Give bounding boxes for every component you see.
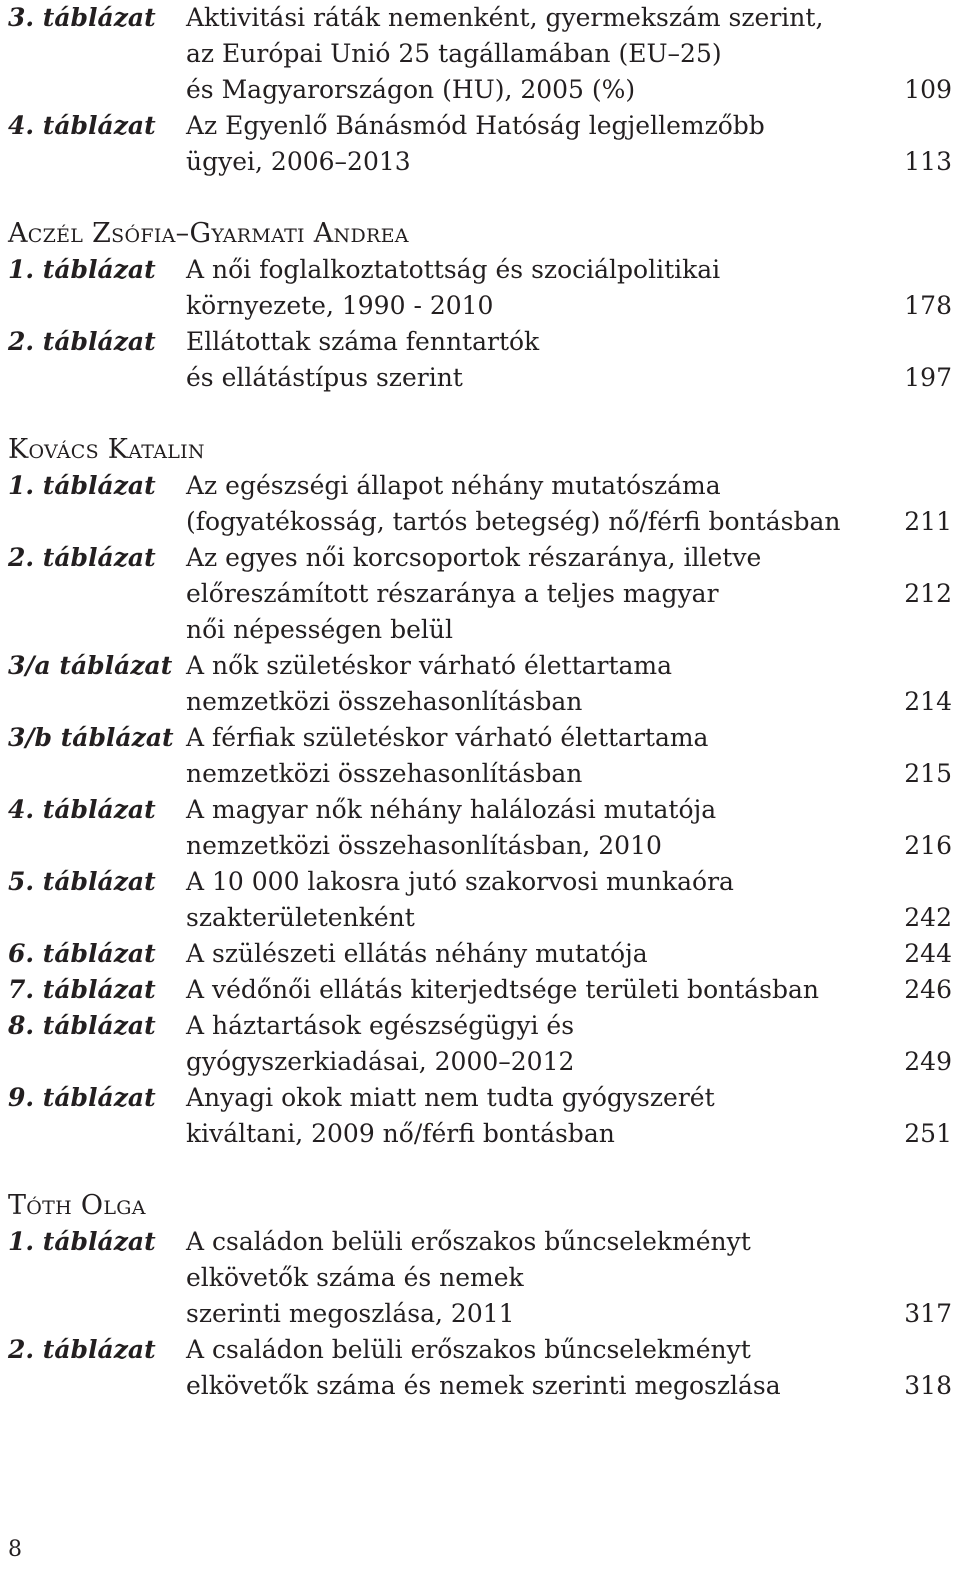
entry-line (186, 108, 952, 144)
entry-lines (186, 252, 952, 324)
page-number: 8 (8, 1537, 22, 1562)
author-section (8, 0, 952, 180)
entry-line (186, 360, 952, 396)
table-entry (8, 1224, 952, 1332)
entry-title-text: női népességen belül (186, 615, 453, 644)
entry-line (186, 1296, 952, 1332)
entry-title-text: Az Egyenlő Bánásmód Hatóság legjellemzőbb (186, 111, 765, 140)
page-ref: 216 (904, 831, 952, 860)
entry-title-text: előreszámított részaránya a teljes magyar (186, 579, 719, 608)
entry-title-text: Az egyes női korcsoportok részaránya, illetve (186, 543, 762, 572)
page-ref: 214 (904, 687, 952, 716)
entry-line (186, 504, 952, 540)
author-heading: Aczél Zsófia–Gyarmati Andrea (8, 218, 409, 249)
entry-line (186, 1260, 952, 1296)
entry-lines (186, 720, 952, 792)
page-ref: 109 (904, 75, 952, 104)
entry-lines (186, 792, 952, 864)
author-section (8, 432, 952, 1152)
table-label: 3/b táblázat (8, 723, 174, 752)
author-heading: Kovács Katalin (8, 434, 205, 465)
table-label: 7. táblázat (8, 975, 156, 1004)
page-ref: 215 (904, 759, 952, 788)
entry-line (186, 792, 952, 828)
table-list (8, 0, 952, 1404)
entry-line (186, 1116, 952, 1152)
page-ref: 317 (904, 1299, 952, 1328)
entry-line (186, 1224, 952, 1260)
table-label: 2. táblázat (8, 543, 156, 572)
entry-title-text: A magyar nők néhány halálozási mutatója (186, 795, 717, 824)
entry-line (186, 612, 952, 648)
entry-line (186, 1008, 952, 1044)
entry-title-text: ügyei, 2006–2013 (186, 147, 411, 176)
entry-title-text: A 10 000 lakosra jutó szakorvosi munkaóra (186, 867, 734, 896)
entry-title-text: Az egészségi állapot néhány mutatószáma (186, 471, 721, 500)
entry-line (186, 1080, 952, 1116)
entry-title-text: (fogyatékosság, tartós betegség) nő/férfi bontásban (186, 507, 841, 536)
entry-lines (186, 540, 952, 648)
table-entry (8, 0, 952, 108)
entry-line (186, 468, 952, 504)
table-label: 9. táblázat (8, 1083, 156, 1112)
entry-title-text: A nők születéskor várható élettartama (186, 651, 673, 680)
entry-title-text: A szülészeti ellátás néhány mutatója (186, 939, 648, 968)
entry-line (186, 684, 952, 720)
entry-line (186, 828, 952, 864)
entry-title-text: Aktivitási ráták nemenként, gyermekszám szerint, (186, 3, 824, 32)
entry-title-text: nemzetközi összehasonlításban (186, 759, 583, 788)
entry-title-text: A női foglalkoztatottság és szociálpolitikai (186, 255, 721, 284)
table-entry (8, 864, 952, 936)
entry-title-text: gyógyszerkiadásai, 2000–2012 (186, 1047, 575, 1076)
table-entry (8, 648, 952, 720)
table-label: 2. táblázat (8, 327, 156, 356)
entry-line (186, 36, 952, 72)
entry-lines (186, 648, 952, 720)
entry-lines (186, 468, 952, 540)
entry-title-text: A családon belüli erőszakos bűncselekményt (186, 1227, 751, 1256)
section-gap (8, 396, 952, 432)
entry-lines (186, 936, 952, 972)
page-ref: 211 (904, 507, 952, 536)
page-ref: 197 (904, 363, 952, 392)
table-entry (8, 468, 952, 540)
entry-line (186, 720, 952, 756)
entry-line (186, 1368, 952, 1404)
section-gap (8, 1152, 952, 1188)
section-gap (8, 180, 952, 216)
table-entry (8, 792, 952, 864)
entry-line (186, 648, 952, 684)
entry-line (186, 936, 952, 972)
table-label: 3. táblázat (8, 3, 156, 32)
page-ref: 249 (904, 1047, 952, 1076)
table-label: 8. táblázat (8, 1011, 156, 1040)
table-label: 1. táblázat (8, 1227, 156, 1256)
entry-title-text: elkövetők száma és nemek (186, 1263, 524, 1292)
entry-line (186, 324, 952, 360)
entry-title-text: nemzetközi összehasonlításban, 2010 (186, 831, 662, 860)
entry-title-text: környezete, 1990 - 2010 (186, 291, 494, 320)
entry-title-text: kiváltani, 2009 nő/férfi bontásban (186, 1119, 615, 1148)
table-label: 6. táblázat (8, 939, 156, 968)
entry-title-text: és Magyarországon (HU), 2005 (%) (186, 75, 636, 104)
table-entry (8, 720, 952, 792)
table-entry (8, 936, 952, 972)
table-entry (8, 108, 952, 180)
entry-line (186, 864, 952, 900)
entry-title-text: elkövetők száma és nemek szerinti megoszlása (186, 1371, 781, 1400)
table-entry (8, 1008, 952, 1080)
entry-lines (186, 972, 952, 1008)
table-entry (8, 972, 952, 1008)
entry-lines (186, 1332, 952, 1404)
table-label: 1. táblázat (8, 255, 156, 284)
author-heading: Tóth Olga (8, 1190, 146, 1221)
entry-lines (186, 0, 952, 108)
page-ref: 246 (904, 975, 952, 1004)
entry-lines (186, 1008, 952, 1080)
table-entry (8, 1332, 952, 1404)
entry-title-text: az Európai Unió 25 tagállamában (EU–25) (186, 39, 722, 68)
table-entry (8, 252, 952, 324)
entry-title-text: szakterületenként (186, 903, 415, 932)
entry-line (186, 1332, 952, 1368)
entry-line (186, 900, 952, 936)
entry-line (186, 72, 952, 108)
entry-line (186, 144, 952, 180)
entry-line (186, 540, 952, 576)
entry-lines (186, 324, 952, 396)
entry-line (186, 252, 952, 288)
entry-title-text: nemzetközi összehasonlításban (186, 687, 583, 716)
entry-title-text: A családon belüli erőszakos bűncselekményt (186, 1335, 751, 1364)
table-entry (8, 540, 952, 648)
table-label: 4. táblázat (8, 111, 156, 140)
table-label: 3/a táblázat (8, 651, 173, 680)
table-label: 5. táblázat (8, 867, 156, 896)
page-ref: 251 (904, 1119, 952, 1148)
table-label: 2. táblázat (8, 1335, 156, 1364)
entry-lines (186, 1080, 952, 1152)
table-label: 4. táblázat (8, 795, 156, 824)
page-ref: 242 (904, 903, 952, 932)
entry-line (186, 576, 952, 612)
entry-line (186, 288, 952, 324)
page-ref: 113 (904, 147, 952, 176)
author-section (8, 216, 952, 396)
table-entry (8, 324, 952, 396)
entry-title-text: szerinti megoszlása, 2011 (186, 1299, 515, 1328)
entry-lines (186, 864, 952, 936)
table-entry (8, 1080, 952, 1152)
entry-line (186, 0, 952, 36)
page-ref: 244 (904, 939, 952, 968)
page-ref: 212 (904, 579, 952, 608)
table-label: 1. táblázat (8, 471, 156, 500)
entry-title-text: A védőnői ellátás kiterjedtsége területi bontásban (186, 975, 820, 1004)
entry-lines (186, 1224, 952, 1332)
entry-title-text: Anyagi okok miatt nem tudta gyógyszerét (186, 1083, 715, 1112)
page-ref: 178 (904, 291, 952, 320)
entry-lines (186, 108, 952, 180)
entry-title-text: A háztartások egészségügyi és (186, 1011, 575, 1040)
entry-title-text: és ellátástípus szerint (186, 363, 463, 392)
entry-title-text: A férfiak születéskor várható élettartama (186, 723, 709, 752)
entry-line (186, 756, 952, 792)
entry-line (186, 972, 952, 1008)
page-ref: 318 (904, 1371, 952, 1400)
entry-line (186, 1044, 952, 1080)
entry-title-text: Ellátottak száma fenntartók (186, 327, 540, 356)
author-section (8, 1188, 952, 1404)
